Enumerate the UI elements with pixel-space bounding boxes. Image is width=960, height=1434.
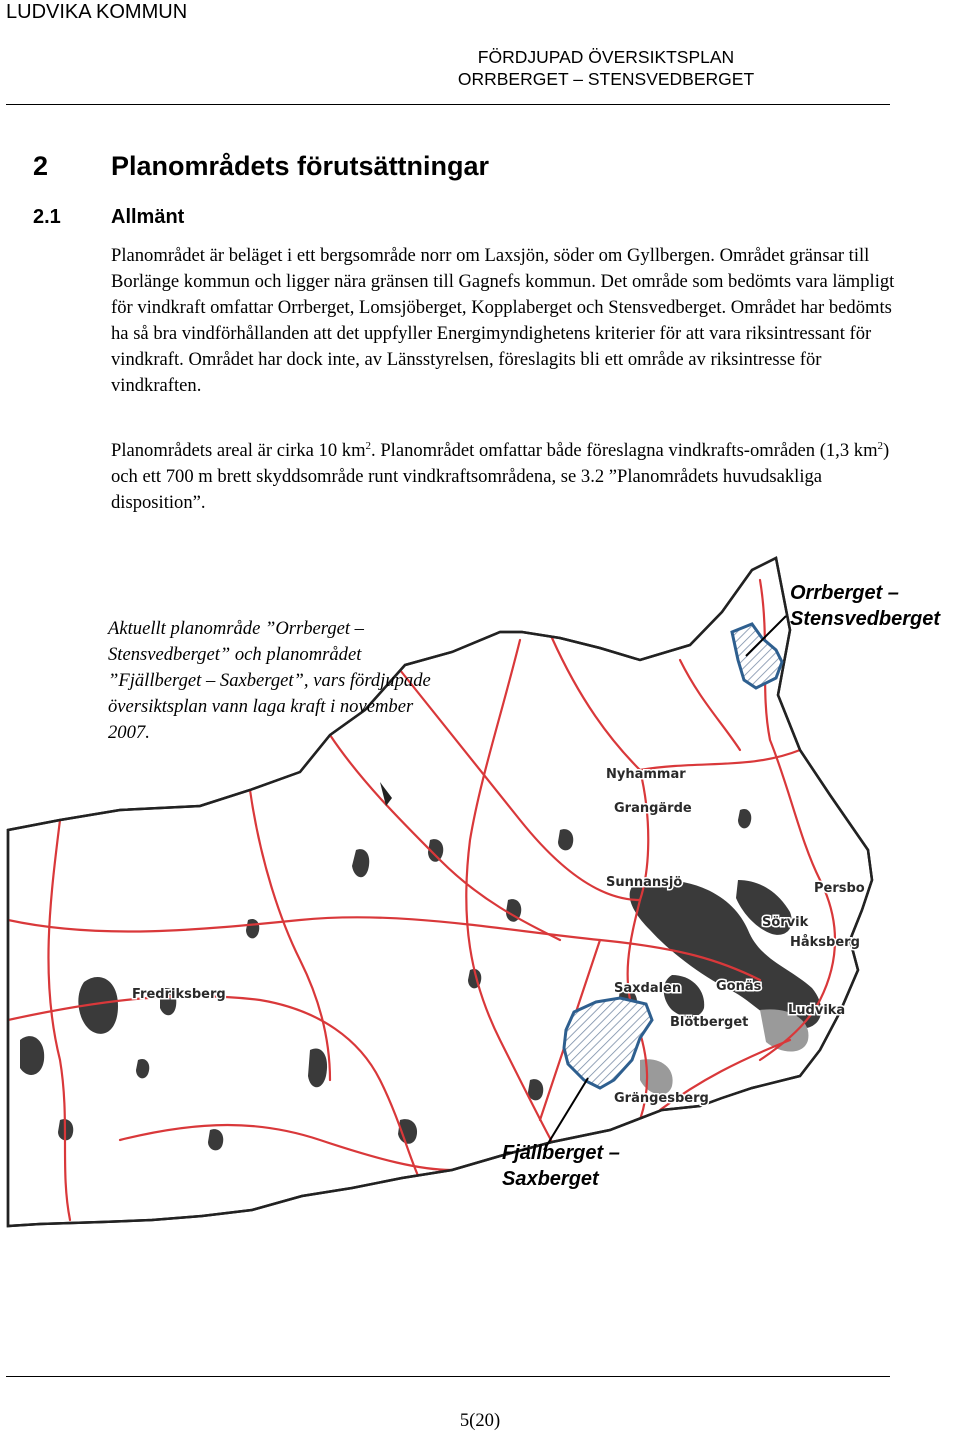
organization-name: LUDVIKA KOMMUN [6, 1, 188, 23]
document-header [300, 46, 912, 90]
paragraph-text-part: Planområdets areal är cirka 10 km [111, 440, 366, 461]
footer-divider [6, 1376, 890, 1377]
callout-orrberget [790, 580, 940, 632]
document-name: ORRBERGET – STENSVEDBERGET [457, 69, 755, 89]
section-title: Planområdets förutsättningar [111, 151, 490, 181]
place-label-gonas: Gonäs [716, 979, 762, 994]
header-divider [6, 104, 890, 105]
callout-line: Stensvedberget [790, 608, 941, 630]
place-label-ludvika: Ludvika [788, 1003, 846, 1018]
subsection-number: 2.1 [33, 206, 61, 228]
body-paragraph-2 [111, 438, 901, 516]
place-label-grangarde: Grangärde [614, 801, 692, 816]
place-label-grangesberg: Grängesberg [614, 1091, 709, 1106]
place-label-sorvik: Sörvik [762, 915, 809, 930]
callout-fjallberget [502, 1140, 620, 1192]
callout-line: Saxberget [502, 1168, 599, 1190]
callout-line: Fjällberget – [502, 1142, 620, 1164]
section-number: 2 [33, 151, 49, 181]
page-number: 5(20) [459, 1410, 501, 1431]
paragraph-text-part: ) och ett 700 m brett skyddsområde runt vindkraftsområdena, se 3.2 ”Planområdets huvudsakliga disposition”. [111, 440, 890, 513]
place-label-persbo: Persbo [814, 881, 865, 896]
superscript: 2 [365, 439, 372, 452]
place-label-fredriksberg: Fredriksberg [132, 987, 226, 1002]
subsection-title: Allmänt [111, 206, 185, 228]
place-label-haksberg: Håksberg [790, 935, 860, 950]
superscript: 2 [877, 439, 884, 452]
place-label-blotberget: Blötberget [670, 1015, 749, 1030]
place-label-nyhammar: Nyhammar [606, 767, 686, 782]
place-label-saxdalen: Saxdalen [614, 981, 682, 996]
paragraph-text: Planområdet är beläget i ett bergsområde norr om Laxsjön, söder om Gyllbergen. Området gränsar till Borlänge kommun och ligger nära gränsen till Gagnefs kommun. Det område som bedömts vara lämpligt för vindkraft omfattar Orrberget, Lomsjöberget, Kopplaberget och Stensvedberget. Området har bedömts ha så bra vindförhållanden att det uppfyller Energimyndighetens kriterier för att vara riksintressant för vindkraft. Området har dock inte, av Länsstyrelsen, föreslagits bli ett område av riksintresse för vindkraften. [111, 245, 895, 396]
body-paragraph-1 [111, 243, 901, 399]
paragraph-text [111, 438, 901, 516]
document-type: FÖRDJUPAD ÖVERSIKTSPLAN [477, 47, 735, 67]
map-caption: Aktuellt planområde ”Orrberget – Stensvedberget” och planområdet ”Fjällberget – Saxberget”, vars fördjupade översiktsplan vann laga kraft i november 2007. [108, 618, 431, 743]
place-label-sunnansjo: Sunnansjö [606, 875, 683, 890]
paragraph-text-part: . Planområdet omfattar både föreslagna vindkrafts-områden (1,3 km [371, 440, 878, 461]
callout-line: Orrberget – [790, 582, 899, 604]
